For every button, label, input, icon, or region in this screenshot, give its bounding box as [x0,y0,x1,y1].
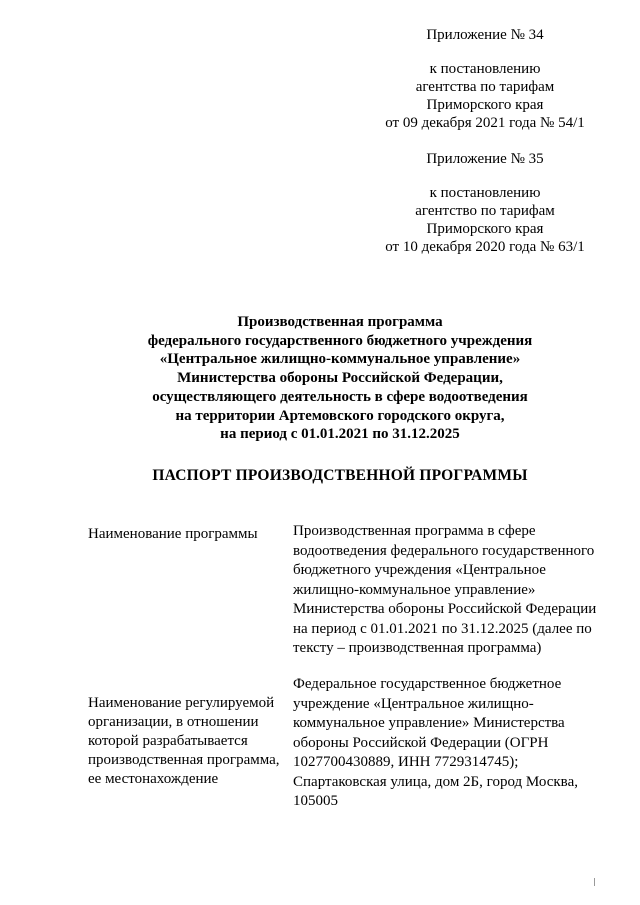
appendix-35-line: Приморского края [426,221,544,237]
value-line: учреждение «Центральное жилищно- [293,695,534,712]
appendix-35-line: к постановлению [429,185,541,201]
program-title-line: на период с 01.01.2021 по 31.12.2025 [220,426,460,443]
label-line: ее местонахождение [88,771,219,787]
label-line: производственная программа, [88,752,280,768]
appendix-34-title: Приложение № 34 [426,27,544,43]
appendix-34-line: Приморского края [426,97,544,113]
value-line: бюджетного учреждения «Центральное [293,562,546,578]
passport-label [88,694,288,789]
program-title-line: Производственная программа [237,314,443,330]
appendix-34-line: от 09 декабря 2021 года № 54/1 [385,115,585,131]
passport-label [88,525,288,544]
program-title-line: осуществляющего деятельность в сфере водоотведения [152,388,528,405]
label-line: организации, в отношении [88,714,259,730]
value-line: жилищно-коммунальное управление» [293,581,536,598]
value-line: тексту – производственная программа) [293,640,542,656]
value-line: водоотведения федерального государственного [293,542,595,559]
appendix-34-block [380,26,590,132]
label-line: которой разрабатывается [88,733,248,749]
appendix-34-line: агентства по тарифам [415,79,555,95]
label-line: Наименование регулируемой [88,695,275,711]
value-line: 1027700430889, ИНН 7729314745); [293,754,519,770]
scan-speck [594,878,595,886]
value-line: коммунальное управление» Министерства [293,715,565,731]
value-line: Федеральное государственное бюджетное [293,676,562,692]
passport-value [293,522,613,659]
appendix-35-title: Приложение № 35 [426,151,544,167]
appendix-34-line: к постановлению [429,61,541,77]
value-line: Производственная программа в сфере [293,523,536,539]
appendix-35-line: агентство по тарифам [415,203,555,219]
value-line: 105005 [293,793,338,809]
value-line: на период с 01.01.2021 по 31.12.2025 (далее по [293,620,592,637]
program-title-line: «Центральное жилищно-коммунальное управление» [159,351,521,368]
appendix-35-block [380,150,590,256]
appendix-35-line: от 10 декабря 2020 года № 63/1 [385,239,585,255]
passport-value [293,675,613,812]
program-title-line: на территории Артемовского городского округа, [175,407,505,424]
passport-heading: ПАСПОРТ ПРОИЗВОДСТВЕННОЙ ПРОГРАММЫ [152,467,528,484]
program-title [60,313,620,444]
value-line: обороны Российской Федерации (ОГРН [293,734,549,751]
value-line: Спартаковская улица, дом 2Б, город Москва, [293,773,578,790]
program-title-line: Министерства обороны Российской Федерации, [177,370,503,387]
program-title-line: федерального государственного бюджетного учреждения [147,332,533,349]
label-line: Наименование программы [88,526,258,542]
value-line: Министерства обороны Российской Федерации [293,601,597,617]
